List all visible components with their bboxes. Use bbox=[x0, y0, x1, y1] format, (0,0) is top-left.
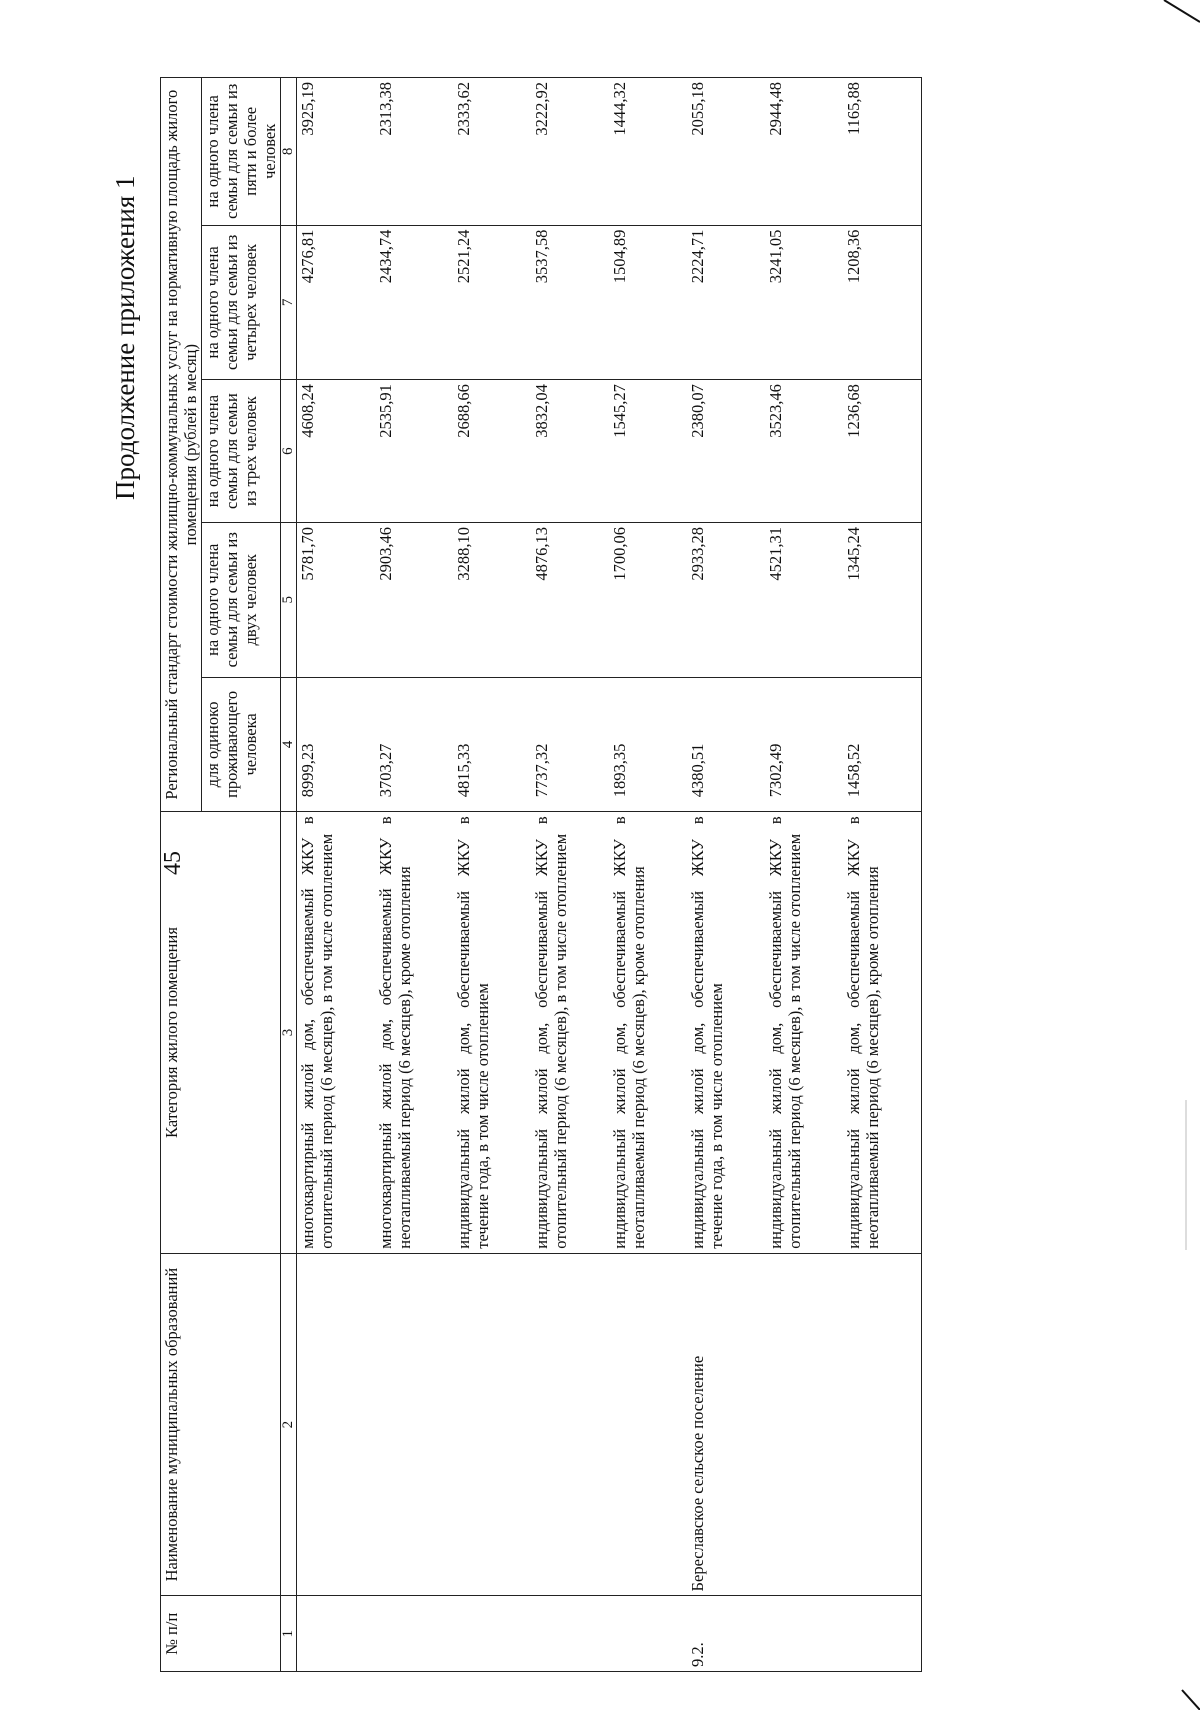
row-category: индивидуальный жилой дом, обеспечиваемый ЖКУ в течение года, в том числе отоплением bbox=[453, 812, 531, 1253]
row-value-five-plus: 1165,88 bbox=[843, 78, 922, 226]
row-municipality bbox=[843, 1253, 922, 1596]
row-municipality bbox=[453, 1253, 531, 1596]
column-number-row bbox=[281, 78, 297, 1672]
row-value-five-plus: 2055,18 bbox=[687, 78, 765, 226]
row-num bbox=[531, 1596, 609, 1672]
row-value-five-plus: 2944,48 bbox=[765, 78, 843, 226]
table-row bbox=[531, 78, 609, 1672]
row-num: 9.2. bbox=[687, 1596, 765, 1672]
table-row bbox=[687, 78, 765, 1672]
row-value-two: 4876,13 bbox=[531, 523, 609, 678]
row-value-two: 4521,31 bbox=[765, 523, 843, 678]
row-value-four: 2224,71 bbox=[687, 225, 765, 380]
header-municipality: Наименование муниципальных образований bbox=[161, 1253, 281, 1596]
row-value-two: 2933,28 bbox=[687, 523, 765, 678]
row-value-five-plus: 3222,92 bbox=[531, 78, 609, 226]
column-number: 7 bbox=[281, 225, 297, 380]
row-value-three: 1545,27 bbox=[609, 380, 687, 523]
appendix-title: Продолжение приложения 1 bbox=[110, 175, 140, 500]
row-value-three: 2535,91 bbox=[375, 380, 453, 523]
row-value-four: 2521,24 bbox=[453, 225, 531, 380]
column-number: 2 bbox=[281, 1253, 297, 1596]
row-municipality bbox=[297, 1253, 376, 1596]
row-municipality bbox=[531, 1253, 609, 1596]
row-value-three: 3523,46 bbox=[765, 380, 843, 523]
header-col7: на одного члена семьи для семьи из четырех человек bbox=[202, 225, 281, 380]
row-value-five-plus: 2313,38 bbox=[375, 78, 453, 226]
row-value-single: 4815,33 bbox=[453, 677, 531, 812]
row-value-five-plus: 1444,32 bbox=[609, 78, 687, 226]
row-value-three: 3832,04 bbox=[531, 380, 609, 523]
row-value-single: 3703,27 bbox=[375, 677, 453, 812]
rotated-document-page bbox=[110, 0, 1180, 1710]
row-value-four: 2434,74 bbox=[375, 225, 453, 380]
row-num bbox=[609, 1596, 687, 1672]
row-municipality: Береславское сельское поселение bbox=[687, 1253, 765, 1596]
row-value-single: 4380,51 bbox=[687, 677, 765, 812]
table-row bbox=[765, 78, 843, 1672]
table-row bbox=[453, 78, 531, 1672]
row-value-single: 1893,35 bbox=[609, 677, 687, 812]
header-category: Категория жилого помещения bbox=[161, 812, 281, 1253]
housing-cost-table bbox=[160, 77, 922, 1672]
row-value-single: 1458,52 bbox=[843, 677, 922, 812]
row-value-four: 3241,05 bbox=[765, 225, 843, 380]
row-num bbox=[375, 1596, 453, 1672]
row-municipality bbox=[375, 1253, 453, 1596]
row-num bbox=[297, 1596, 376, 1672]
row-value-three: 2688,66 bbox=[453, 380, 531, 523]
row-category: индивидуальный жилой дом, обеспечиваемый ЖКУ в отопительный период (6 месяцев), в том числе отоплением bbox=[531, 812, 609, 1253]
row-category: многоквартирный жилой дом, обеспечиваемый ЖКУ в отопительный период (6 месяцев), в том числе отоплением bbox=[297, 812, 376, 1253]
row-value-two: 5781,70 bbox=[297, 523, 376, 678]
row-value-four: 1504,89 bbox=[609, 225, 687, 380]
header-standard: Региональный стандарт стоимости жилищно-коммунальных услуг на нормативную площадь жилого помещения (рублей в месяц) bbox=[161, 78, 202, 812]
table-row bbox=[297, 78, 376, 1672]
row-value-five-plus: 2333,62 bbox=[453, 78, 531, 226]
column-number: 5 bbox=[281, 523, 297, 678]
row-num bbox=[453, 1596, 531, 1672]
page-number: 45 bbox=[160, 851, 186, 875]
row-num bbox=[843, 1596, 922, 1672]
row-category: индивидуальный жилой дом, обеспечиваемый ЖКУ в отопительный период (6 месяцев), в том числе отоплением bbox=[765, 812, 843, 1253]
row-num bbox=[765, 1596, 843, 1672]
row-value-single: 7302,49 bbox=[765, 677, 843, 812]
header-col6: на одного члена семьи для семьи из трех человек bbox=[202, 380, 281, 523]
column-number: 1 bbox=[281, 1596, 297, 1672]
row-category: индивидуальный жилой дом, обеспечиваемый ЖКУ в неотапливаемый период (6 месяцев), кроме отопления bbox=[609, 812, 687, 1253]
row-value-two: 1700,06 bbox=[609, 523, 687, 678]
column-number: 6 bbox=[281, 380, 297, 523]
column-number: 4 bbox=[281, 677, 297, 812]
row-category: индивидуальный жилой дом, обеспечиваемый ЖКУ в течение года, в том числе отоплением bbox=[687, 812, 765, 1253]
header-num: № п/п bbox=[161, 1596, 281, 1672]
row-value-four: 3537,58 bbox=[531, 225, 609, 380]
table-row bbox=[375, 78, 453, 1672]
table-row bbox=[843, 78, 922, 1672]
row-value-four: 1208,36 bbox=[843, 225, 922, 380]
row-value-two: 2903,46 bbox=[375, 523, 453, 678]
row-municipality bbox=[609, 1253, 687, 1596]
row-value-two: 1345,24 bbox=[843, 523, 922, 678]
row-value-three: 2380,07 bbox=[687, 380, 765, 523]
header-col8: на одного члена семьи для семьи из пяти и более человек bbox=[202, 78, 281, 226]
row-value-three: 1236,68 bbox=[843, 380, 922, 523]
row-value-four: 4276,81 bbox=[297, 225, 376, 380]
row-value-single: 7737,32 bbox=[531, 677, 609, 812]
row-category: индивидуальный жилой дом, обеспечиваемый ЖКУ в неотапливаемый период (6 месяцев), кроме отопления bbox=[843, 812, 922, 1253]
header-col5: на одного члена семьи для семьи из двух человек bbox=[202, 523, 281, 678]
row-category: многоквартирный жилой дом, обеспечиваемый ЖКУ в неотапливаемый период (6 месяцев), кроме отопления bbox=[375, 812, 453, 1253]
header-col4: для одиноко проживающего человека bbox=[202, 677, 281, 812]
column-number: 8 bbox=[281, 78, 297, 226]
row-value-three: 4608,24 bbox=[297, 380, 376, 523]
row-value-two: 3288,10 bbox=[453, 523, 531, 678]
row-value-five-plus: 3925,19 bbox=[297, 78, 376, 226]
table-row bbox=[609, 78, 687, 1672]
column-number: 3 bbox=[281, 812, 297, 1253]
row-municipality bbox=[765, 1253, 843, 1596]
row-value-single: 8999,23 bbox=[297, 677, 376, 812]
